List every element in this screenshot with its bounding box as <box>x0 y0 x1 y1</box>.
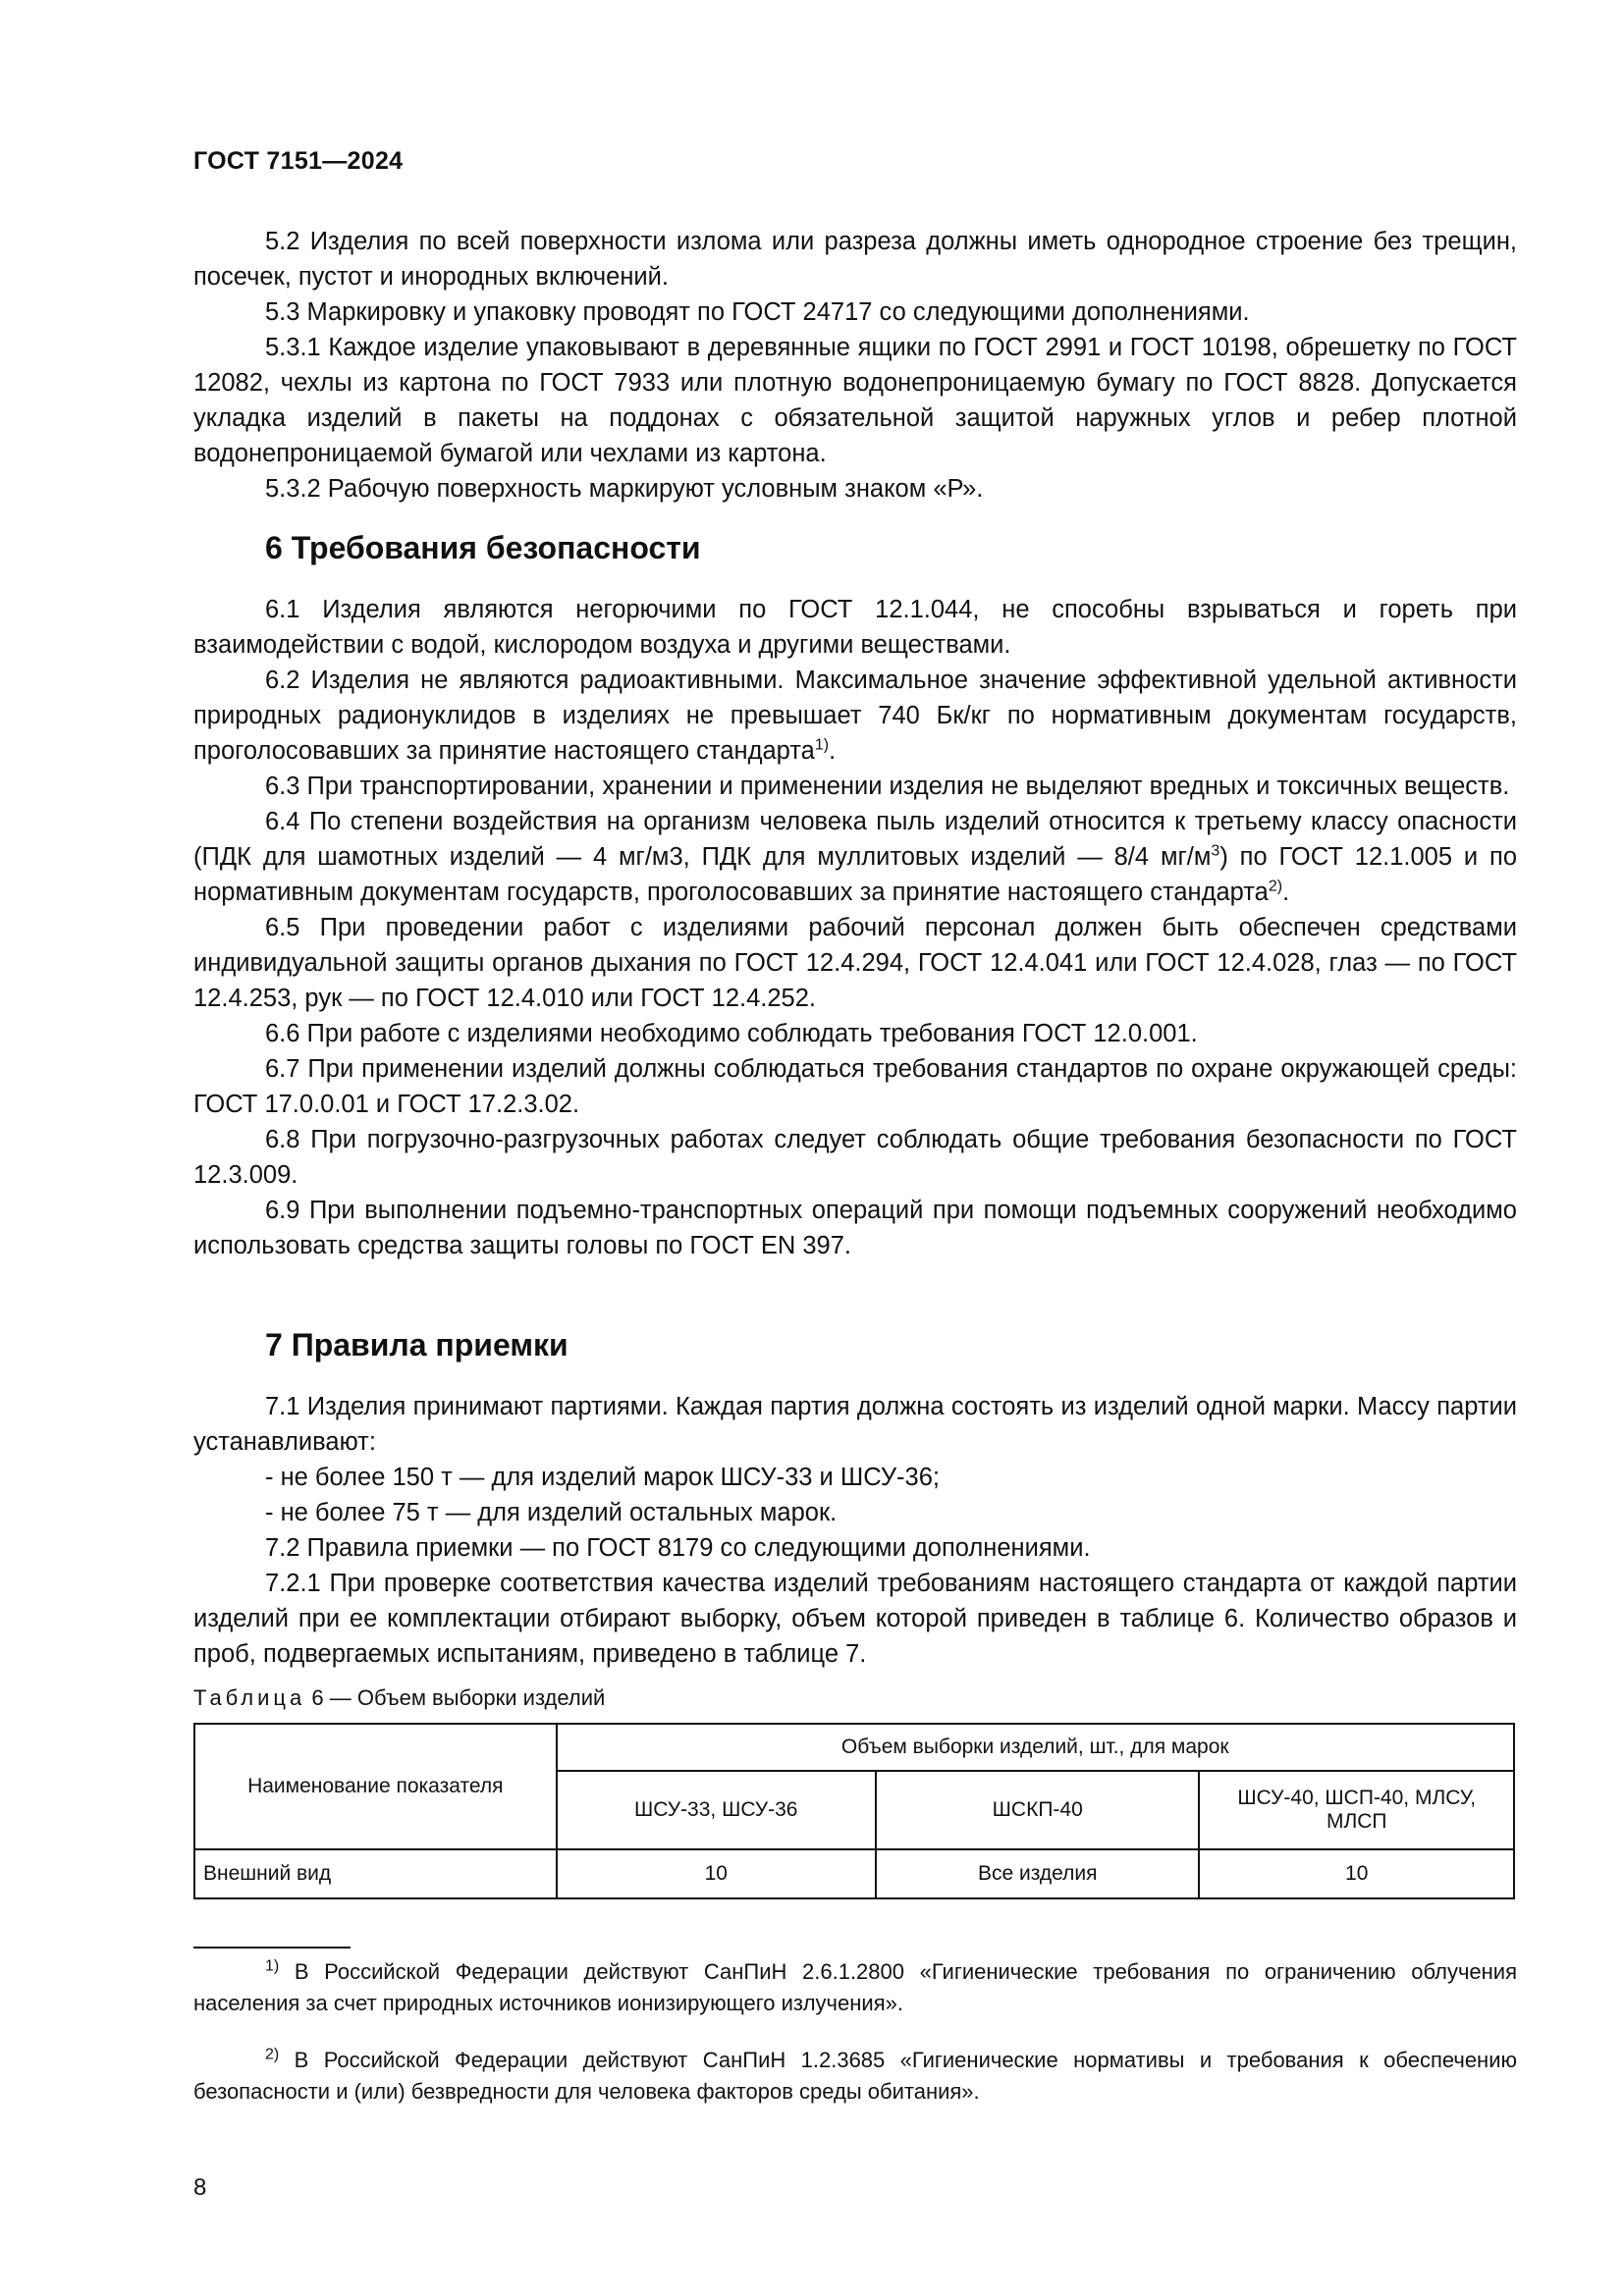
paragraph-6-5: 6.5 При проведении работ с изделиями рабочий персонал должен быть обеспечен средствами индивидуальной защиты органов дыхания по ГОСТ 12.4.294, ГОСТ 12.4.041 или ГОСТ 12.4.028, глаз — по ГОСТ 12.4.253, рук — по ГОСТ 12.4.010 или ГОСТ 12.4.252. <box>193 914 1517 1012</box>
footnote-2-mark: 2) <box>265 2046 280 2063</box>
table-header-group: Объем выборки изделий, шт., для марок <box>557 1724 1514 1771</box>
table-caption-text: 6 — Объем выборки изделий <box>311 1685 606 1710</box>
table-cell-name: Внешний вид <box>194 1849 557 1898</box>
table-cell-value: Все изделия <box>876 1849 1199 1898</box>
paragraph-6-2 <box>193 663 1517 769</box>
table-subheader-shsu33: ШСУ-33, ШСУ-36 <box>557 1771 876 1849</box>
paragraph-7-2-1: 7.2.1 При проверке соответствия качества изделий требованиям настоящего стандарта от каждой партии изделий при ее комплектации отбирают выборку, объем которой приведен в таблице 6. Количество образов и проб, подвергаемых испытаниям, приведено в таблице 7. <box>193 1570 1517 1668</box>
table-cell-value: 10 <box>557 1849 876 1898</box>
table-caption-word: Таблица <box>193 1685 306 1710</box>
paragraph-6-6: 6.6 При работе с изделиями необходимо соблюдать требования ГОСТ 12.0.001. <box>265 1020 1198 1047</box>
paragraph-6-2-end: . <box>829 737 837 765</box>
table-6-caption <box>193 1681 1517 1716</box>
paragraph-6-2-text: 6.2 Изделия не являются радиоактивными. Максимальное значение эффективной удельной активности природных радионуклидов в изделиях не превышает 740 Бк/кг по нормативным документам государств, проголосовавших за принятие настоящего стандарта <box>193 667 1517 765</box>
document-header: ГОСТ 7151—2024 <box>193 147 404 175</box>
footnote-1-mark: 1) <box>265 1957 280 1975</box>
section-7-heading: 7 Правила приемки <box>265 1327 568 1362</box>
paragraph-6-4-text-a: 6.4 По степени воздействия на организм человека пыль изделий относится к третьему классу опасности (ПДК для шамотных изделий — 4 мг/м3, ПДК для муллитовых изделий — 8/4 мг/м <box>193 808 1517 871</box>
table-cell-value: 10 <box>1199 1849 1514 1898</box>
table-subheader-shskp40: ШСКП-40 <box>876 1771 1199 1849</box>
footnote-1-text: В Российской Федерации действуют СанПиН 2.6.1.2800 «Гигиенические требования по ограничению облучения населения за счет природных источников ионизирующего излучения». <box>193 1959 1517 2015</box>
paragraph-6-4-end: . <box>1282 879 1290 906</box>
page-number: 8 <box>193 2174 207 2201</box>
paragraph-5-3: 5.3 Маркировку и упаковку проводят по ГОСТ 24717 со следующими дополнениями. <box>265 298 1250 326</box>
section5-continuation <box>193 224 1517 507</box>
section-6 <box>193 530 1517 565</box>
footnote-2-text: В Российской Федерации действуют СанПиН 1.2.3685 «Гигиенические нормативы и требования к обеспечению безопасности и (или) безвредности для человека факторов среды обитания». <box>193 2048 1517 2104</box>
footnote-ref-1[interactable]: 1) <box>814 736 830 754</box>
table-row <box>194 1849 1514 1898</box>
section-7-body <box>193 1389 1517 1672</box>
footnote-1 <box>193 1956 1517 2019</box>
paragraph-6-8: 6.8 При погрузочно-разгрузочных работах следует соблюдать общие требования безопасности по ГОСТ 12.3.009. <box>193 1126 1517 1189</box>
paragraph-5-3-2: 5.3.2 Рабочую поверхность маркируют условным знаком «Р». <box>265 475 984 503</box>
table-6 <box>193 1723 1515 1899</box>
paragraph-5-2: 5.2 Изделия по всей поверхности излома или разреза должны иметь однородное строение без трещин, посечек, пустот и инородных включений. <box>193 228 1517 291</box>
footnote-divider <box>193 1947 351 1949</box>
paragraph-6-1: 6.1 Изделия являются негорючими по ГОСТ 12.1.044, не способны взрываться и гореть при взаимодействии с водой, кислородом воздуха и другими веществами. <box>193 596 1517 659</box>
paragraph-7-1: 7.1 Изделия принимают партиями. Каждая партия должна состоять из изделий одной марки. Массу партии устанавливают: <box>193 1393 1517 1456</box>
section-7 <box>193 1327 1517 1362</box>
table-header-indicator: Наименование показателя <box>194 1724 557 1849</box>
paragraph-6-4 <box>193 804 1517 910</box>
table-subheader-shsu40: ШСУ-40, ШСП-40, МЛСУ, МЛСП <box>1199 1771 1514 1849</box>
paragraph-6-7: 6.7 При применении изделий должны соблюдаться требования стандартов по охране окружающей среды: ГОСТ 17.0.0.01 и ГОСТ 17.2.3.02. <box>193 1055 1517 1118</box>
superscript-3: 3 <box>1211 842 1220 860</box>
list-item-150t: - не более 150 т — для изделий марок ШСУ-33 и ШСУ-36; <box>265 1464 940 1491</box>
footnote-2 <box>193 2045 1517 2108</box>
paragraph-6-4-text-b: ) по ГОСТ 12.1.005 и по нормативным документам государств, проголосовавших за принятие настоящего стандарта <box>193 843 1517 906</box>
footnote-ref-2[interactable]: 2) <box>1268 878 1283 895</box>
paragraph-7-2: 7.2 Правила приемки — по ГОСТ 8179 со следующими дополнениями. <box>265 1534 1091 1562</box>
paragraph-6-3: 6.3 При транспортировании, хранении и применении изделия не выделяют вредных и токсичных веществ. <box>265 773 1510 800</box>
paragraph-6-9: 6.9 При выполнении подъемно-транспортных операций при помощи подъемных сооружений необходимо использовать средства защиты головы по ГОСТ EN 397. <box>193 1197 1517 1259</box>
section-6-heading: 6 Требования безопасности <box>265 530 701 565</box>
section-6-body <box>193 592 1517 1263</box>
list-item-75t: - не более 75 т — для изделий остальных марок. <box>265 1499 838 1526</box>
paragraph-5-3-1: 5.3.1 Каждое изделие упаковывают в деревянные ящики по ГОСТ 2991 и ГОСТ 10198, обрешетку по ГОСТ 12082, чехлы из картона по ГОСТ 7933 или плотную водонепроницаемую бумагу по ГОСТ 8828. Допускается укладка изделий в пакеты на поддонах с обязательной защитой наружных углов и ребер плотной водонепроницаемой бумагой или чехлами из картона. <box>193 334 1517 467</box>
